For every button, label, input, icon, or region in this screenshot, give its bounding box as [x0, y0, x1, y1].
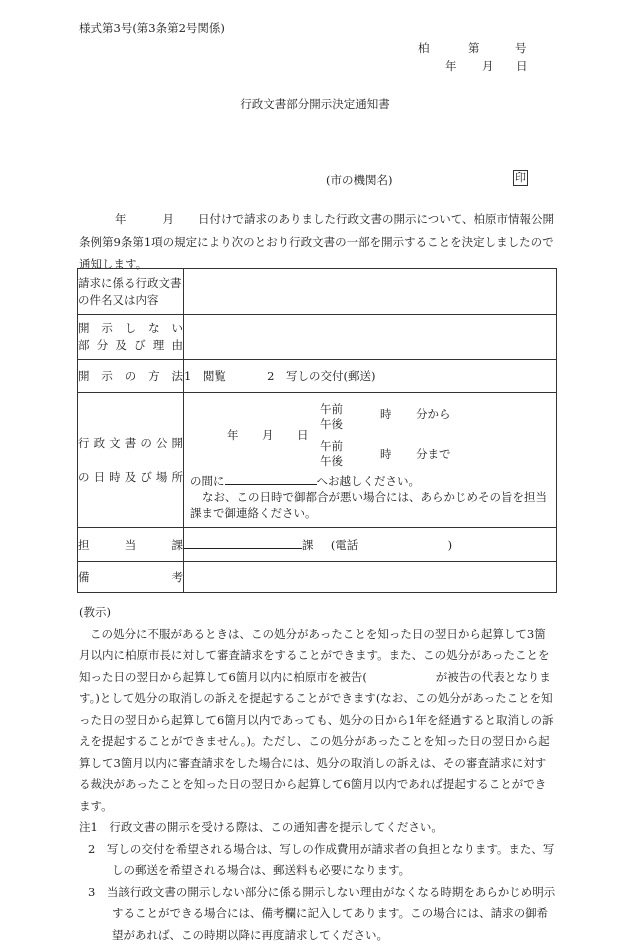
doc-no-go: 号: [515, 40, 527, 56]
seal-mark: 印: [513, 170, 528, 186]
document-title: 行政文書部分開示決定通知書: [0, 96, 630, 112]
table-row-request: [78, 269, 557, 315]
from-hour: 時: [380, 406, 392, 422]
note-2: 2 写しの交付を希望される場合は、写しの作成費用が請求者の負担となります。また、写しの郵送を希望される場合は、郵送料も必要になります。: [79, 839, 557, 882]
table-row-department: [78, 528, 557, 562]
table-row-method: [78, 360, 557, 393]
intro-month: 月: [163, 212, 175, 226]
from-minute: 分から: [416, 406, 451, 422]
note-3: 3 当該行政文書の開示しない部分に係る開示しない理由がなくなる時期をあらかじめ明示することができる場合には、備考欄に記入してあります。この場合には、請求の御希望があれば、この時期以降に再度請求してください。: [79, 882, 557, 946]
schedule-note: なお、この日時で御都合が悪い場合には、あらかじめその旨を担当課まで御連絡ください。: [190, 489, 552, 521]
department-label: 担当課: [78, 537, 183, 553]
nondisclosure-label-2: 部分及び理由: [78, 337, 183, 354]
method-option-view[interactable]: 1 閲覧: [184, 369, 226, 383]
phone-close: ): [448, 538, 453, 552]
from-am: 午前: [320, 401, 343, 417]
disclosure-table: [77, 268, 557, 593]
request-subject-label: 請求に係る行政文書の件名又は内容: [78, 269, 184, 315]
department-name-field[interactable]: [184, 538, 302, 549]
date-day: 日: [516, 58, 528, 74]
intro-paragraph: [79, 208, 557, 276]
method-option-copy[interactable]: 2 写しの交付(郵送): [267, 369, 375, 383]
schedule-day: 日: [297, 427, 309, 443]
visit-location-line: [190, 473, 420, 489]
intro-year: 年: [115, 212, 127, 226]
intro-text: 日付けで請求のありました行政文書の開示について、柏原市情報公開条例第9条第1項の規定により次のとおり行政文書の一部を開示することを決定しましたので通知します。: [79, 212, 554, 271]
remarks-label: 備考: [78, 569, 183, 585]
note-1: 注1 行政文書の開示を受ける際は、この通知書を提示してください。: [79, 817, 557, 839]
until-am: 午前: [320, 438, 343, 454]
visit-location-field[interactable]: [225, 474, 317, 485]
instructions-section: [79, 602, 557, 946]
remarks-field[interactable]: [184, 562, 557, 593]
date-month: 月: [482, 58, 494, 74]
visit-suffix: へお越しください。: [317, 474, 421, 488]
from-pm: 午後: [320, 416, 343, 432]
instructions-body: この処分に不服があるときは、この処分があったことを知った日の翌日から起算して3箇月以内に柏原市長に対して審査請求をすることができます。また、この処分があったことを知った日の翌日から起算して6箇月以内に柏原市を被告( が被告の代表となります。)として処分の取消しの訴えを提起することができます(なお、この処分があったことを知った日の翌日から起算して6箇月以内であっても、処分の日から1年を経過すると取消しの訴えを提起することができません。)。ただし、この処分があったことを知った日の翌日から起算して3箇月以内に審査請求をした場合には、処分の取消しの訴えは、その審査請求に対する裁決があったことを知った日の翌日から起算して6箇月以内であれば提起することができます。: [79, 624, 557, 818]
schedule-label-2: の日時及び場所: [78, 460, 183, 494]
schedule-label-1: 行政文書の公開: [78, 426, 183, 460]
date-year: 年: [445, 58, 457, 74]
schedule-month: 月: [262, 427, 274, 443]
doc-no-dai: 第: [468, 40, 480, 56]
visit-prefix: の間に: [190, 474, 225, 488]
schedule-year: 年: [227, 427, 239, 443]
doc-no-prefix: 柏: [418, 40, 430, 56]
sender-organization: (市の機関名): [326, 172, 392, 188]
phone-open: (電話: [331, 538, 359, 552]
table-row-nondisclosure: [78, 315, 557, 360]
until-minute: 分まで: [416, 446, 451, 462]
request-subject-field[interactable]: [184, 269, 557, 315]
instructions-heading: (教示): [79, 602, 557, 624]
nondisclosure-field[interactable]: [184, 315, 557, 360]
until-hour: 時: [380, 446, 392, 462]
table-row-schedule: [78, 393, 557, 528]
until-pm: 午後: [320, 453, 343, 469]
method-label: 開示の方法: [78, 368, 183, 384]
department-ka: 課: [302, 538, 314, 552]
form-number: 様式第3号(第3条第2号関係): [79, 20, 225, 36]
nondisclosure-label-1: 開示しない: [78, 320, 183, 337]
table-row-remarks: [78, 562, 557, 593]
